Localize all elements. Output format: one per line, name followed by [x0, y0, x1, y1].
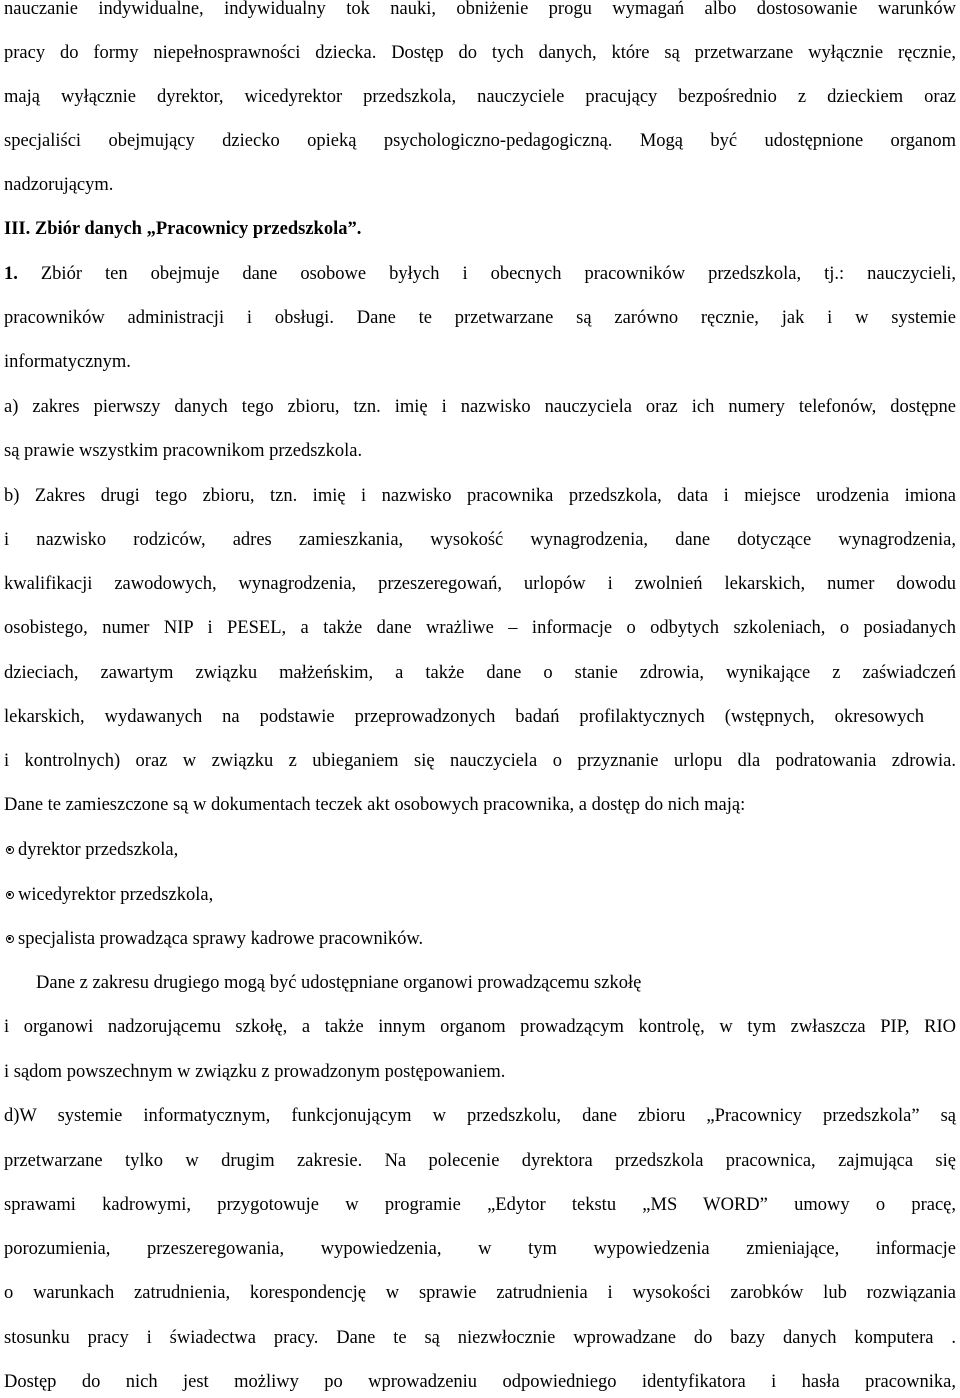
bullet-icon: [6, 846, 14, 854]
text-line: są prawie wszystkim pracownikom przedszkola.: [4, 441, 363, 461]
text-line: sprawami kadrowymi, przygotowuje w programie „Edytor tekstu „MS WORD” umowy o pracę,: [4, 1195, 956, 1215]
text-line: pracowników administracji i obsługi. Dane te przetwarzane są zarówno ręcznie, jak i w systemie: [4, 308, 956, 328]
text-line: b) Zakres drugi tego zbioru, tzn. imię i nazwisko pracownika przedszkola, data i miejsce urodzenia imiona: [4, 486, 956, 506]
text-line: osobistego, numer NIP i PESEL, a także dane wrażliwe – informacje o odbytych szkoleniach, o posiadanych: [4, 618, 956, 638]
bullet-text: specjalista prowadząca sprawy kadrowe pracowników.: [18, 929, 424, 949]
text-line: o warunkach zatrudnienia, korespondencję w sprawie zatrudnienia i wysokości zarobków lub rozwiązania: [4, 1283, 956, 1303]
text-line: i organowi nadzorującemu szkołę, a także innym organom prowadzącym kontrolę, w tym zwłaszcza PIP, RIO: [4, 1017, 956, 1037]
bullet-item: [4, 927, 956, 951]
text-line: Zbiór ten obejmuje dane osobowe byłych i obecnych pracowników przedszkola, tj.: nauczycieli,: [40, 264, 957, 284]
bullet-icon: [6, 935, 14, 943]
bullet-text: wicedyrektor przedszkola,: [18, 885, 214, 905]
bullet-text: dyrektor przedszkola,: [18, 840, 179, 860]
bullet-item: [4, 883, 956, 907]
bullet-item: [4, 838, 956, 862]
text-line: Dostęp do nich jest możliwy po wprowadzeniu odpowiedniego identyfikatora i hasła pracownika,: [4, 1372, 956, 1392]
text-line: mają wyłącznie dyrektor, wicedyrektor przedszkola, nauczyciele pracujący bezpośrednio z dzieckiem oraz: [4, 87, 956, 107]
text-line: Dane te zamieszczone są w dokumentach teczek akt osobowych pracownika, a dostęp do nich mają:: [4, 795, 746, 815]
text-line: i sądom powszechnym w związku z prowadzonym postępowaniem.: [4, 1062, 506, 1082]
text-line: i kontrolnych) oraz w związku z ubieganiem się nauczyciela o przyznanie urlopu dla podratowania zdrowia.: [4, 751, 956, 771]
text-line: nadzorującym.: [4, 175, 114, 195]
list-number: 1.: [4, 264, 18, 284]
text-line: d)W systemie informatycznym, funkcjonującym w przedszkolu, dane zbioru „Pracownicy przedszkola” są: [4, 1106, 956, 1126]
text-line: lekarskich, wydawanych na podstawie przeprowadzonych badań profilaktycznych (wstępnych, okresowych: [4, 707, 924, 727]
numbered-paragraph: [4, 262, 956, 286]
text-line: porozumienia, przeszeregowania, wypowiedzenia, w tym wypowiedzenia zmieniające, informacje: [4, 1239, 956, 1259]
text-line: Dane z zakresu drugiego mogą być udostępniane organowi prowadzącemu szkołę: [36, 973, 642, 993]
text-line: i nazwisko rodziców, adres zamieszkania, wysokość wynagrodzenia, dane dotyczące wynagrodzenia,: [4, 530, 956, 550]
text-line: przetwarzane tylko w drugim zakresie. Na polecenie dyrektora przedszkola pracownica, zajmująca się: [4, 1151, 956, 1171]
text-line: kwalifikacji zawodowych, wynagrodzenia, przeszeregowań, urlopów i zwolnień lekarskich, numer dowodu: [4, 574, 956, 594]
text-line: pracy do formy niepełnosprawności dziecka. Dostęp do tych danych, które są przetwarzane wyłącznie ręcznie,: [4, 43, 956, 63]
text-line: dzieciach, zawartym związku małżeńskim, a także dane o stanie zdrowia, wynikające z zaświadczeń: [4, 663, 956, 683]
text-line: specjaliści obejmujący dziecko opieką psychologiczno-pedagogiczną. Mogą być udostępnione organom: [4, 131, 956, 151]
section-heading: III. Zbiór danych „Pracownicy przedszkola”.: [4, 219, 362, 239]
text-line: a) zakres pierwszy danych tego zbioru, tzn. imię i nazwisko nauczyciela oraz ich numery telefonów, dostępne: [4, 397, 956, 417]
text-line: informatycznym.: [4, 352, 131, 372]
text-line: nauczanie indywidualne, indywidualny tok nauki, obniżenie progu wymagań albo dostosowanie warunków: [4, 0, 956, 19]
bullet-icon: [6, 891, 14, 899]
text-line: stosunku pracy i świadectwa pracy. Dane te są niezwłocznie wprowadzane do bazy danych komputera .: [4, 1328, 956, 1348]
